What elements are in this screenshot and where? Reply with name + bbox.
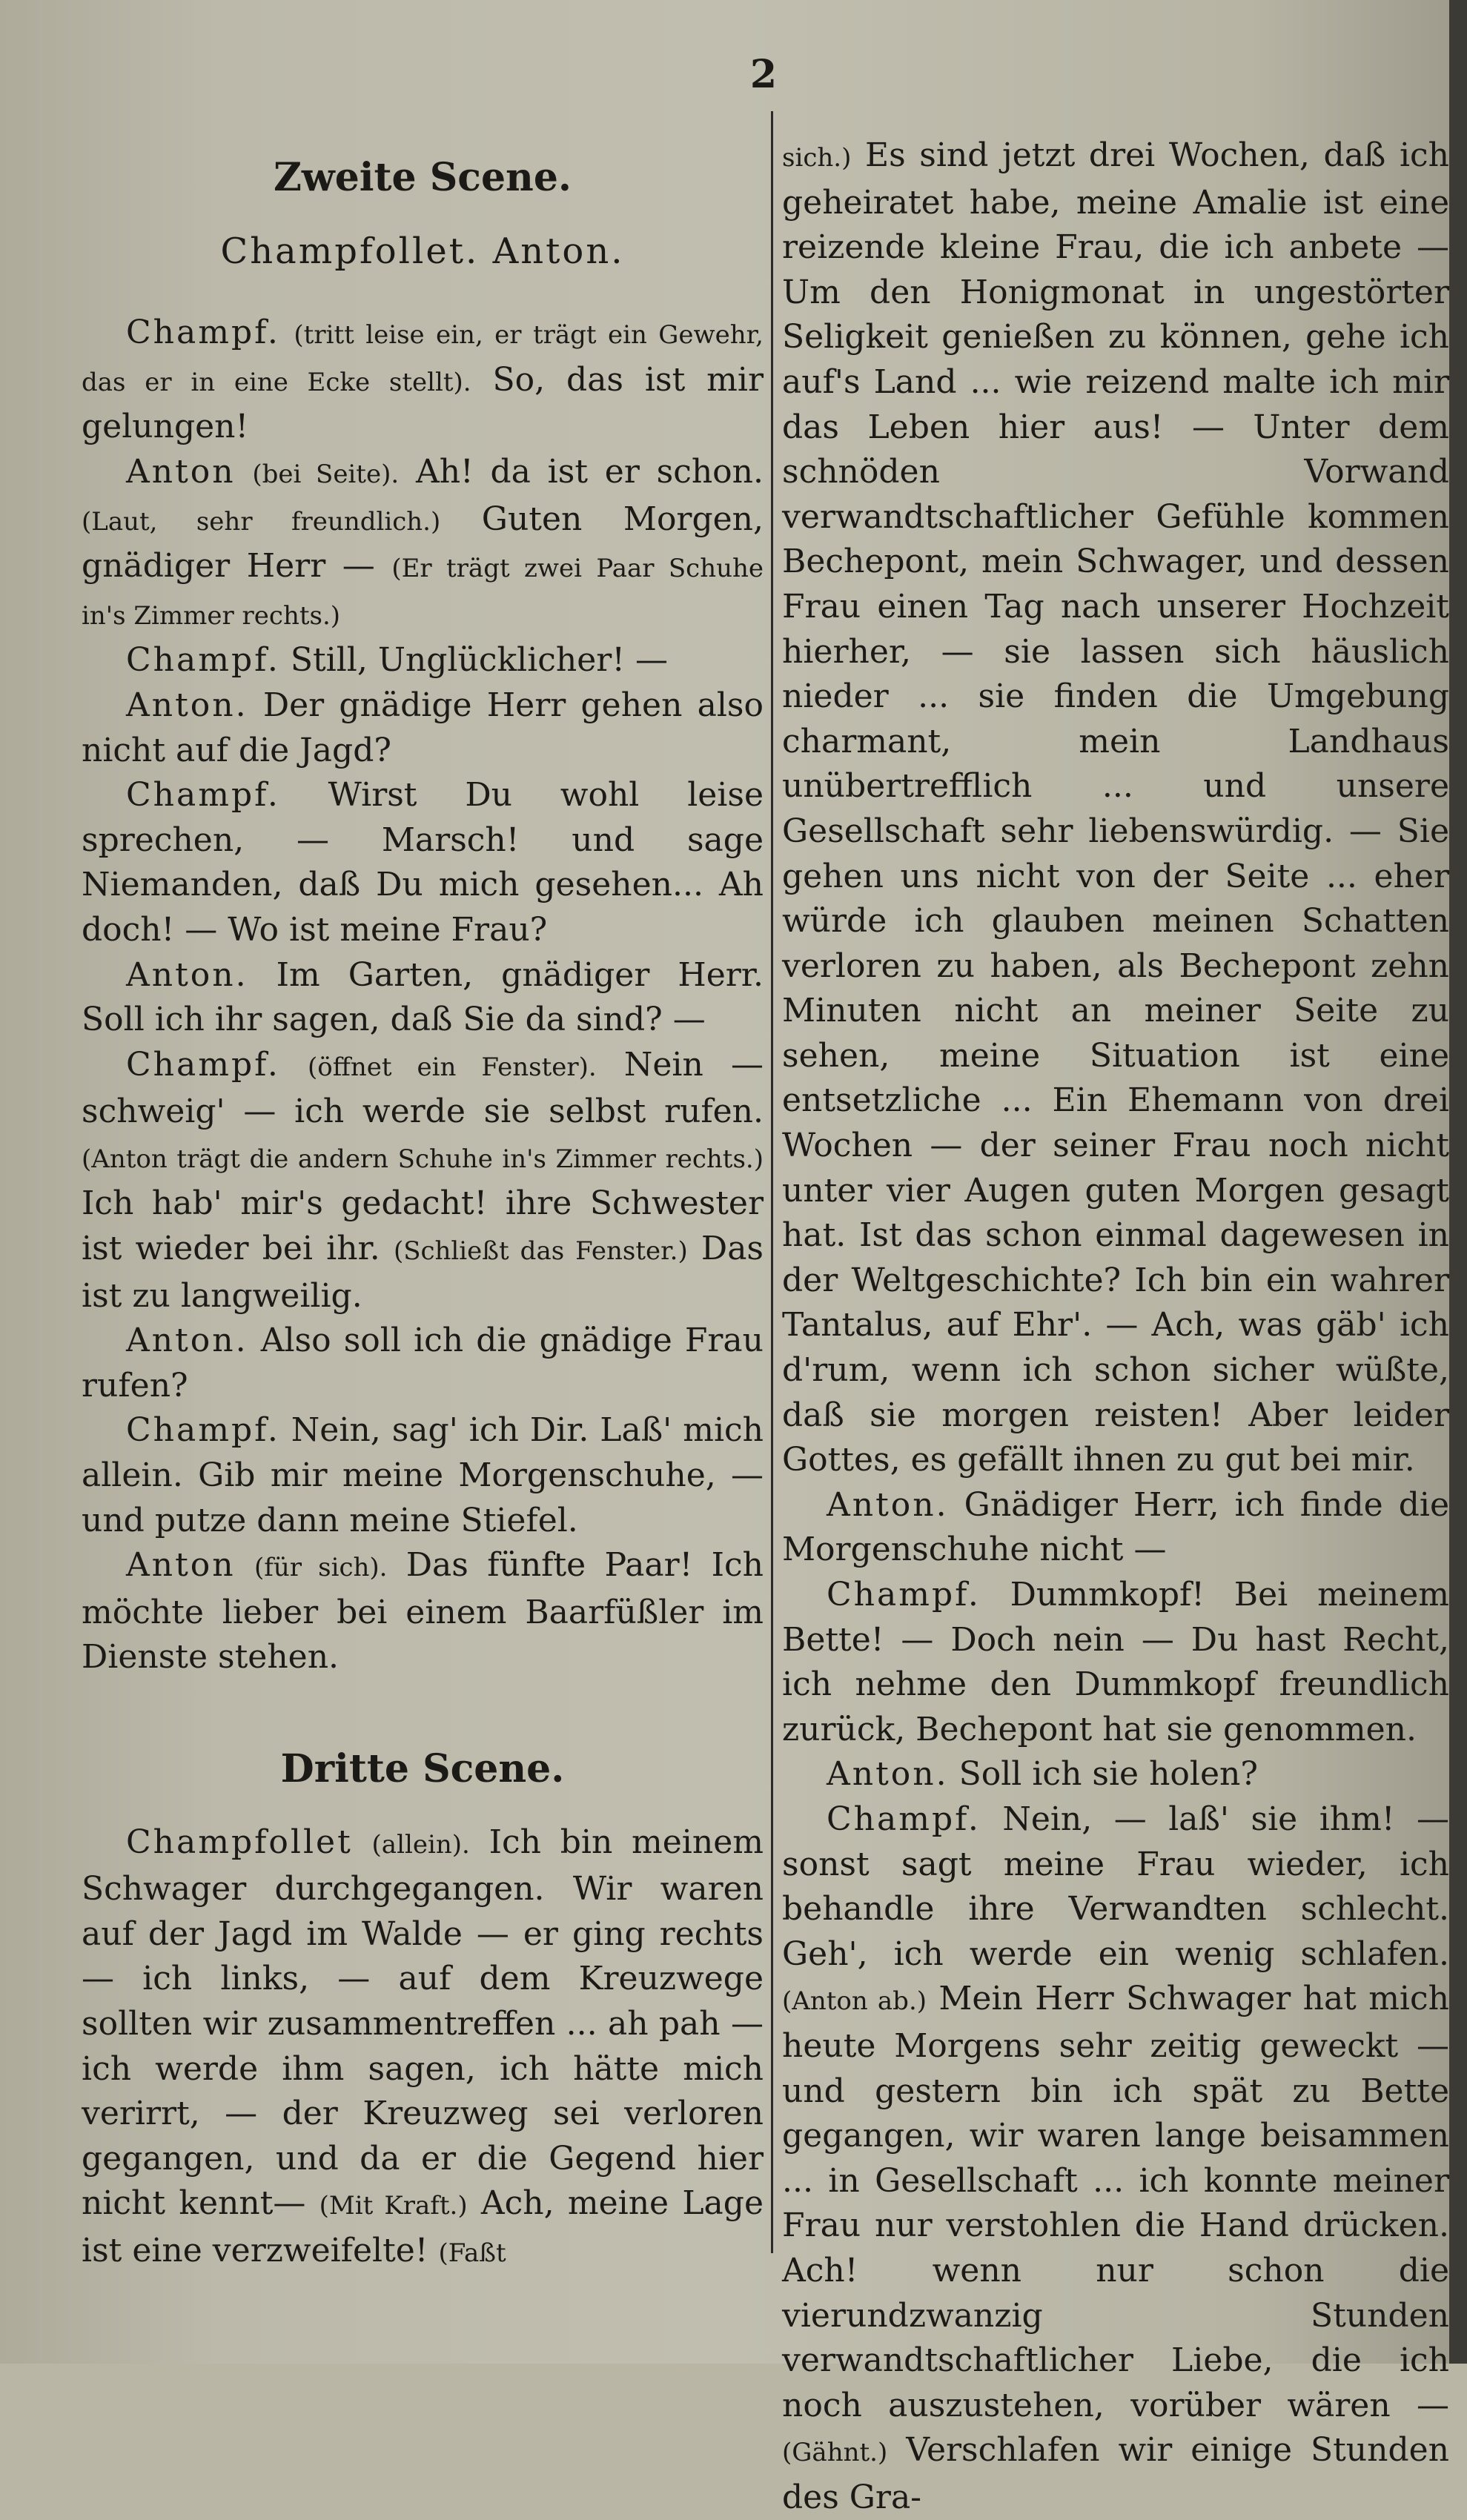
scene-cast: Champfollet. Anton. (220, 230, 625, 272)
stage-direction: sich.) (782, 143, 852, 173)
dialogue-paragraph (82, 1408, 764, 1543)
right-column (782, 133, 1449, 2520)
dialogue-paragraph (82, 1319, 764, 1408)
speaker-name: Champf. (126, 1045, 280, 1084)
dialogue-paragraph (82, 683, 764, 773)
stage-direction: (Anton ab.) (782, 1986, 927, 2017)
dialogue-text: Der gnädige Herr gehen also nicht auf die Jagd? (82, 686, 764, 769)
dialogue-text: Mein Herr Schwager hat mich heute Morgens sehr zeitig geweckt — und gestern bin ich spät zu Bette gegangen, wir waren lange beisammen ... in Gesellschaft ... ich konnte meiner Frau nur verstohlen die Hand drücken. Ach! wenn nur schon die vierundzwanzig Stunden verwandtschaftlicher Liebe, die ich noch auszustehen, vorüber wären — (782, 1980, 1449, 2424)
speaker-name: Champf. (126, 776, 280, 815)
stage-direction: (öffnet ein Fenster). (308, 1052, 597, 1082)
dialogue-text: Im Garten, gnädiger Herr. Soll ich ihr sagen, daß Sie da sind? — (82, 955, 764, 1039)
dialogue-text: Es sind jetzt drei Wochen, daß ich geheiratet habe, meine Amalie ist eine reizende kleine Frau, die ich anbete — Um den Honigmonat in ungestörter Seligkeit genießen zu können, gehe ich auf's Land ... wie reizend malte ich mir das Leben hier aus! — Unter dem schnöden Vorwand verwandtschaftlicher Gefühle kommen Bechepont, mein Schwager, und dessen Frau einen Tag nach unserer Hochzeit hierher, — sie lassen sich häuslich nieder ... sie finden die Umgebung charmant, mein Landhaus unübertrefflich ... und unsere Gesellschaft sehr liebenswürdig. — Sie gehen uns nicht von der Seite ... eher würde ich glauben meinen Schatten verloren zu haben, als Bechepont zehn Minuten nicht an meiner Seite zu sehen, meine Situation ist eine entsetzliche ... Ein Ehemann von drei Wochen — der seiner Frau noch nicht unter vier Augen guten Morgen gesagt hat. Ist das schon einmal dagewesen in der Weltgeschichte? Ich bin ein wahrer Tantalus, auf Ehr'. — Ach, was gäb' ich d'rum, wenn ich schon sicher wüßte, daß sie morgen reisten! Aber leider Gottes, es gefällt ihnen zu gut bei mir. (782, 136, 1449, 1479)
dialogue-text: Ach, meine Lage ist eine verzweifelte! (82, 2184, 764, 2269)
speaker-name: Champf. (827, 1576, 981, 1614)
dialogue-paragraph (82, 450, 764, 638)
dialogue-text: Nein, sag' ich Dir. Laß' mich allein. Gib mir meine Morgenschuhe, — und putze dann meine Stiefel. (82, 1411, 764, 1539)
dialogue-text: Soll ich sie holen? (948, 1755, 1258, 1794)
stage-direction: (Anton trägt die andern Schuhe in's Zimmer rechts.) (82, 1144, 764, 1174)
speaker-name: Champf. (827, 1800, 981, 1838)
stage-direction: (Schließt das Fenster.) (393, 1236, 688, 1267)
left-column (82, 133, 764, 2276)
stage-direction: (allein). (371, 1829, 470, 1860)
book-spine (1449, 0, 1467, 2364)
speaker-name: Anton. (827, 1755, 949, 1794)
speaker-name: Anton (126, 452, 236, 491)
stage-direction: (Er trägt zwei Paar Schuhe in's Zimmer rechts.) (82, 554, 764, 631)
dialogue-paragraph (782, 1752, 1449, 1797)
speaker-name: Anton. (126, 955, 248, 994)
dialogue-paragraph (82, 953, 764, 1043)
speaker-name: Champf. (126, 314, 280, 352)
speaker-name: Anton. (126, 686, 248, 724)
speaker-name: Champfollet (126, 1823, 353, 1861)
dialogue-text: Verschlafen wir einige Stunden des Gra- (782, 2431, 1449, 2516)
stage-direction: (für sich). (254, 1553, 388, 1583)
stage-direction: (bei Seite). (252, 459, 400, 489)
dialogue-text: Nein, — laß' sie ihm! — sonst sagt meine Frau wieder, ich behandle ihre Verwandten schlecht. Geh', ich werde ein wenig schlafen. (782, 1800, 1449, 1973)
scene-title-zweite: Zweite Scene. (273, 155, 572, 200)
dialogue-paragraph (82, 773, 764, 952)
stage-direction: (Mit Kraft.) (319, 2191, 468, 2221)
dialogue-text: Ich hab' mir's gedacht! ihre Schwester ist wieder bei ihr. (82, 1184, 764, 1268)
scene-title-dritte: Dritte Scene. (280, 1746, 565, 1791)
dialogue-paragraph (82, 1043, 764, 1319)
speaker-name: Champf. (126, 641, 280, 680)
stage-direction: (Laut, sehr freundlich.) (82, 506, 441, 537)
speaker-name: Anton. (827, 1485, 949, 1524)
dialogue-paragraph (782, 1573, 1449, 1752)
dialogue-paragraph (782, 1483, 1449, 1573)
page-number: 2 (749, 52, 778, 97)
column-divider (771, 111, 773, 2253)
stage-direction: (Gähnt.) (782, 2438, 888, 2468)
dialogue-text: Nein — schweig' — ich werde sie selbst rufen. (82, 1045, 764, 1131)
dialogue-paragraph (782, 133, 1449, 1483)
dialogue-paragraph (82, 1543, 764, 1680)
dialogue-paragraph (82, 638, 764, 683)
speaker-name: Anton. (126, 1322, 248, 1360)
dialogue-text: Guten Morgen, gnädiger Herr — (82, 500, 764, 586)
dialogue-text: Still, Unglücklicher! — (279, 641, 668, 680)
dialogue-text: Gnädiger Herr, ich finde die Morgenschuhe nicht — (782, 1485, 1449, 1569)
dialogue-paragraph (782, 1797, 1449, 2520)
dialogue-text: Ich bin meinem Schwager durchgegangen. Wir waren auf der Jagd im Walde — er ging rechts — ich links, — auf dem Kreuzwege sollten wir zusammentreffen ... ah pah — ich werde ihm sagen, ich hätte mich verirrt, — der Kreuzweg sei verloren gegangen, und da er die Gegend hier nicht kennt— (82, 1823, 764, 2223)
dialogue-text: So, das ist mir gelungen! (82, 360, 764, 446)
dialogue-text: Das fünfte Paar! Ich möchte lieber bei einem Baarfüßler im Dienste stehen. (82, 1546, 764, 1677)
dialogue-text: Wirst Du wohl leise sprechen, — Marsch! und sage Niemanden, daß Du mich gesehen... Ah doch! — Wo ist meine Frau? (82, 776, 764, 949)
dialogue-text: Dummkopf! Bei meinem Bette! — Doch nein — Du hast Recht, ich nehme den Dummkopf freundlich zurück, Bechepont hat sie genommen. (782, 1576, 1449, 1748)
stage-direction: (tritt leise ein, er trägt ein Gewehr, das er in eine Ecke stellt). (82, 320, 764, 397)
speaker-name: Anton (126, 1546, 236, 1585)
section-gap (82, 1680, 764, 1725)
dialogue-text: Das ist zu langweilig. (82, 1230, 764, 1315)
stage-direction: (Faßt (438, 2238, 506, 2268)
speaker-name: Champf. (126, 1411, 280, 1450)
dialogue-text: Also soll ich die gnädige Frau rufen? (82, 1322, 764, 1405)
dialogue-paragraph (82, 311, 764, 450)
dialogue-paragraph (82, 1820, 764, 2276)
dialogue-text: Ah! da ist er schon. (399, 452, 764, 491)
